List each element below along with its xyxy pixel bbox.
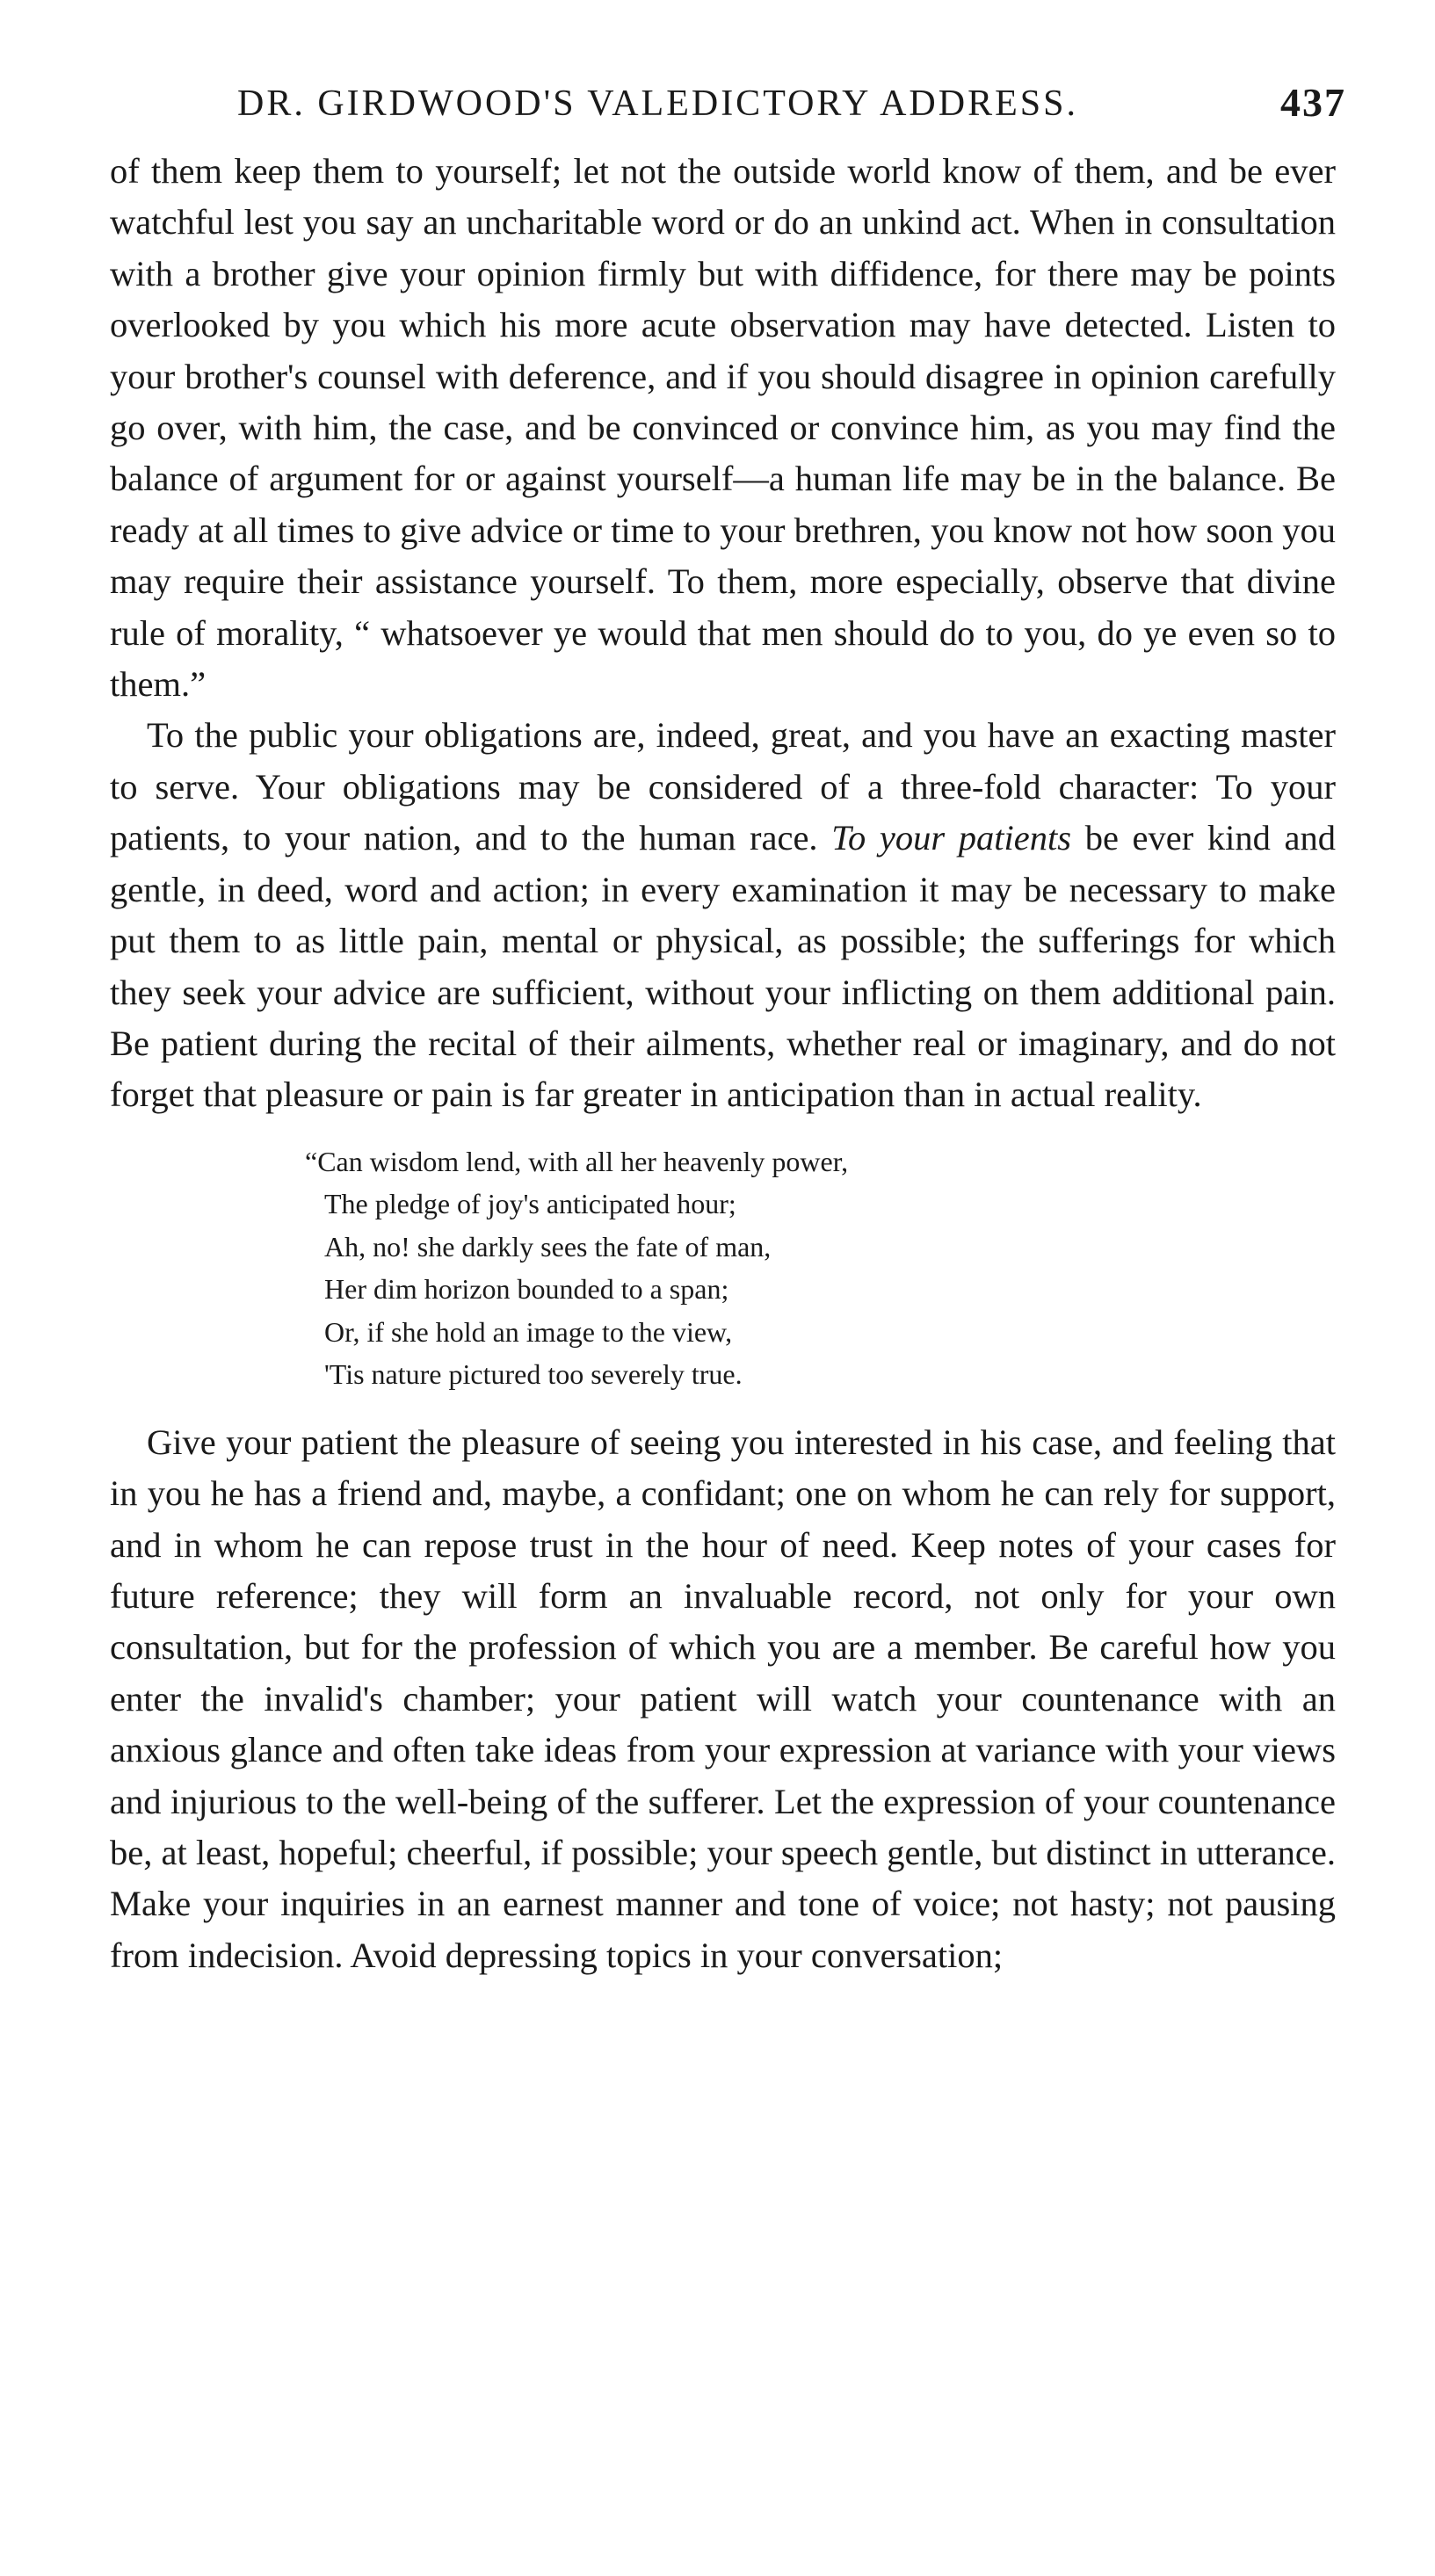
running-title: DR. GIRDWOOD'S VALEDICTORY ADDRESS. xyxy=(237,83,1078,124)
paragraph-obligations-emphasis: To your patients xyxy=(831,818,1072,858)
verse-line: Ah, no! she darkly sees the fate of man, xyxy=(324,1230,772,1263)
paragraph-continued: of them keep them to yourself; let not the outside world know of them, and be ever watchful lest you say an uncharitable word or do an unkind act. When in consultation with a brother give your opinion firmly but with diffidence, for there may be points overlooked by you which his more acute observation may have detected. Listen to your brother's counsel with deference, and if you should disagree in opinion carefully go over, with him, the case, and be convinced or convince him, as you may find the balance of argument for or against yourself—a human life may be in the balance. Be ready at all times to give advice or time to your brethren, you know not how soon you may require their assistance yourself. To them, more especially, observe that divine rule of morality, “ whatsoever ye would that men should do to you, do ye even so to them.” xyxy=(110,151,1336,705)
verse-line: The pledge of joy's anticipated hour; xyxy=(324,1188,736,1220)
paragraph-patient-care: Give your patient the pleasure of seeing you interested in his case, and feeling that in you he has a friend and, maybe, a confidant; one on whom he can rely for support, and in whom he can repose trust in the hour of need. Keep notes of your cases for future reference; they will form an invaluable record, not only for your own consultation, but for the profession of which you are a member. Be careful how you enter the invalid's chamber; your patient will watch your countenance with an anxious glance and often take ideas from your expression at variance with your views and injurious to the well-being of the sufferer. Let the expression of your countenance be, at least, hopeful; cheerful, if possible; your speech gentle, but distinct in utterance. Make your inquiries in an earnest manner and tone of voice; not hasty; not pausing from indecision. Avoid depressing topics in your conversation; xyxy=(110,1422,1336,1975)
paragraph-obligations-start: To the public your obligations are, indeed, great, and you have an exacting master to serve. Your obligations may be considered of a three-fold character: To your patients, to your nation, and to the human race. xyxy=(110,715,1336,858)
page-number: 437 xyxy=(1280,80,1346,125)
book-page xyxy=(110,70,1346,1981)
verse-line: 'Tis nature pictured too severely true. xyxy=(324,1358,743,1391)
running-header xyxy=(110,70,1346,146)
verse-line: Her dim horizon bounded to a span; xyxy=(324,1273,729,1306)
verse-line: “Can wisdom lend, with all her heavenly power, xyxy=(305,1145,849,1177)
paragraph-obligations xyxy=(110,710,1336,1120)
paragraph-obligations-end: be ever kind and gentle, in deed, word and action; in every examination it may be necessary to make put them to as little pain, mental or physical, as possible; the sufferings for which they seek your advice are sufficient, without your inflicting on them additional pain. Be patient during the recital of their ailments, whether real or imaginary, and do not forget that pleasure or pain is far greater in anticipation than in actual reality. xyxy=(110,818,1337,1115)
verse-quotation xyxy=(305,1140,1336,1396)
verse-line: Or, if she hold an image to the view, xyxy=(324,1315,733,1348)
